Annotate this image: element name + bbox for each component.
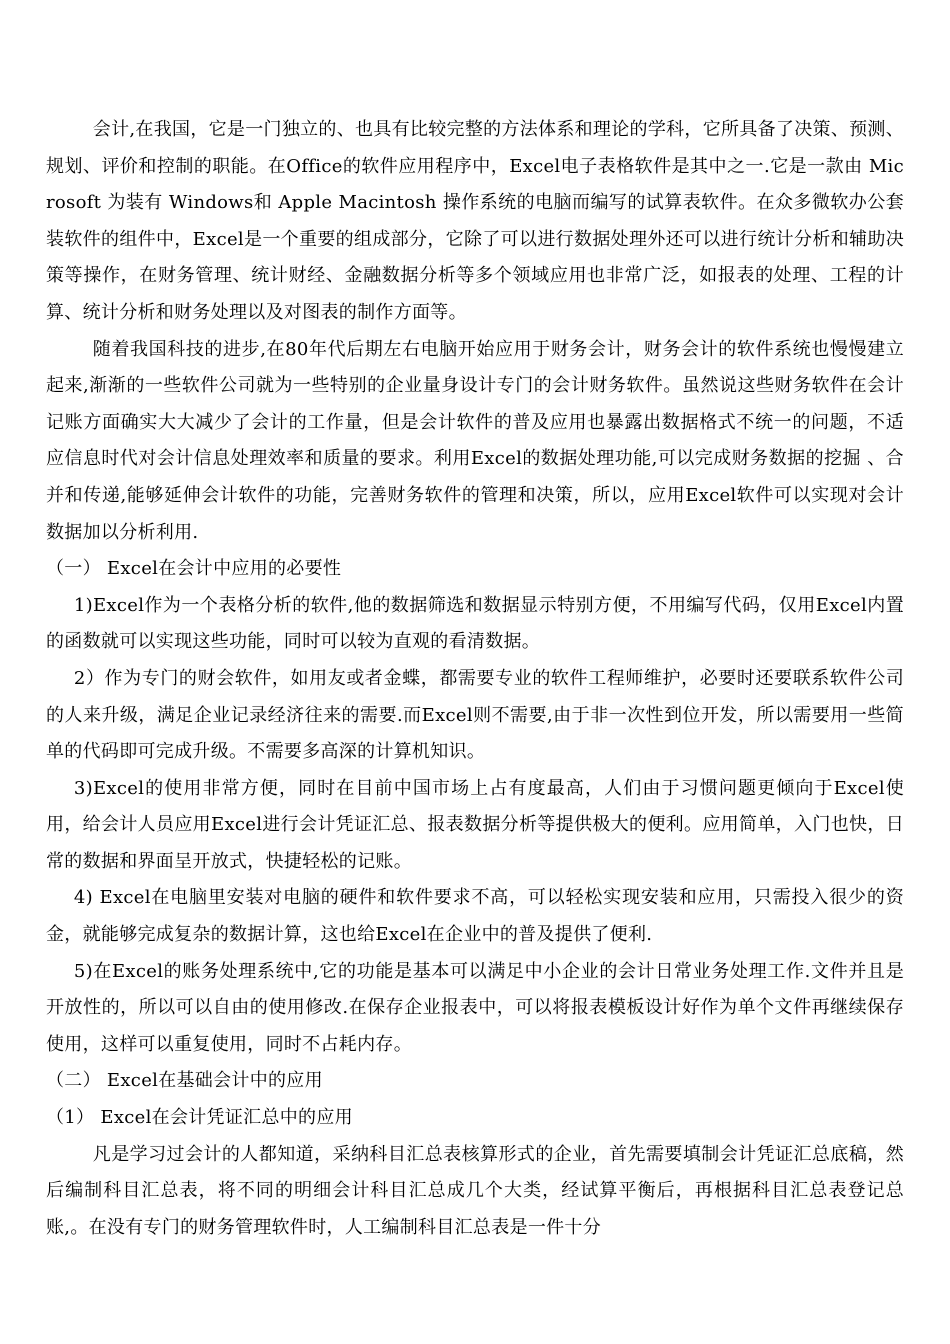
list-item-4: 4) Excel在电脑里安装对电脑的硬件和软件要求不高，可以轻松实现安装和应用，只需投入很少的资金，就能够完成复杂的数据计算，这也给Excel在企业中的普及提供了便利. xyxy=(46,887,904,946)
list-item-1: 1)Excel作为一个表格分析的软件,他的数据筛选和数据显示特别方便，不用编写代码，仅用Excel内置的函数就可以实现这些功能，同时可以较为直观的看清数据。 xyxy=(46,594,904,653)
section-heading-necessity: （一） Excel在会计中应用的必要性 xyxy=(46,558,342,580)
body-paragraph-intro: 会计,在我国，它是一门独立的、也具有比较完整的方法体系和理论的学科，它所具备了决策、预测、规划、评价和控制的职能。在Office的软件应用程序中，Excel电子表格软件是其中之一.它是一款由 Microsoft 为装有 Windows和 Apple Macintosh 操作系统的电脑而编写的试算表软件。在众多微软办公套装软件的组件中，Excel是一个重要的组成部分，它除了可以进行数据处理外还可以进行统计分析和辅助决策等操作，在财务管理、统计财经、金融数据分析等多个领域应用也非常广泛，如报表的处理、工程的计算、统计分析和财务处理以及对图表的制作方面等。 xyxy=(46,119,905,323)
body-paragraph-voucher: 凡是学习过会计的人都知道，采纳科目汇总表核算形式的企业，首先需要填制会计凭证汇总底稿，然后编制科目汇总表，将不同的明细会计科目汇总成几个大类，经试算平衡后，再根据科目汇总表登记总账,。在没有专门的财务管理软件时，人工编制科目汇总表是一件十分 xyxy=(46,1143,904,1238)
subsection-heading-voucher-summary: （1） Excel在会计凭证汇总中的应用 xyxy=(46,1107,353,1129)
body-paragraph-history: 随着我国科技的进步,在80年代后期左右电脑开始应用于财务会计，财务会计的软件系统也慢慢建立起来,渐渐的一些软件公司就为一些特别的企业量身设计专门的会计财务软件。虽然说这些财务软件在会计记账方面确实大大减少了会计的工作量，但是会计软件的普及应用也暴露出数据格式不统一的问题，不适应信息时代对会计信息处理效率和质量的要求。利用Excel的数据处理功能,可以完成财务数据的挖掘 、合并和传递,能够延伸会计软件的功能，完善财务软件的管理和决策，所以，应用Excel软件可以实现对会计数据加以分析利用. xyxy=(46,338,904,543)
list-item-5: 5)在Excel的账务处理系统中,它的功能是基本可以满足中小企业的会计日常业务处理工作.文件并且是开放性的，所以可以自由的使用修改.在保存企业报表中，可以将报表模板设计好作为单个文件再继续保存使用，这样可以重复使用，同时不占耗内存。 xyxy=(46,960,904,1055)
document-page xyxy=(46,112,904,1246)
section-heading-basic-accounting: （二） Excel在基础会计中的应用 xyxy=(46,1070,323,1092)
list-item-2: 2）作为专门的财会软件，如用友或者金蝶，都需要专业的软件工程师维护，必要时还要联系软件公司的人来升级，满足企业记录经济往来的需要.而Excel则不需要,由于非一次性到位开发，所以需要用一些简单的代码即可完成升级。不需要多高深的计算机知识。 xyxy=(46,667,904,763)
list-item-3: 3)Excel的使用非常方便，同时在目前中国市场上占有度最高，人们由于习惯问题更倾向于Excel使用，给会计人员应用Excel进行会计凭证汇总、报表数据分析等提供极大的便利。应用简单，入门也快，日常的数据和界面呈开放式，快捷轻松的记账。 xyxy=(46,777,904,872)
